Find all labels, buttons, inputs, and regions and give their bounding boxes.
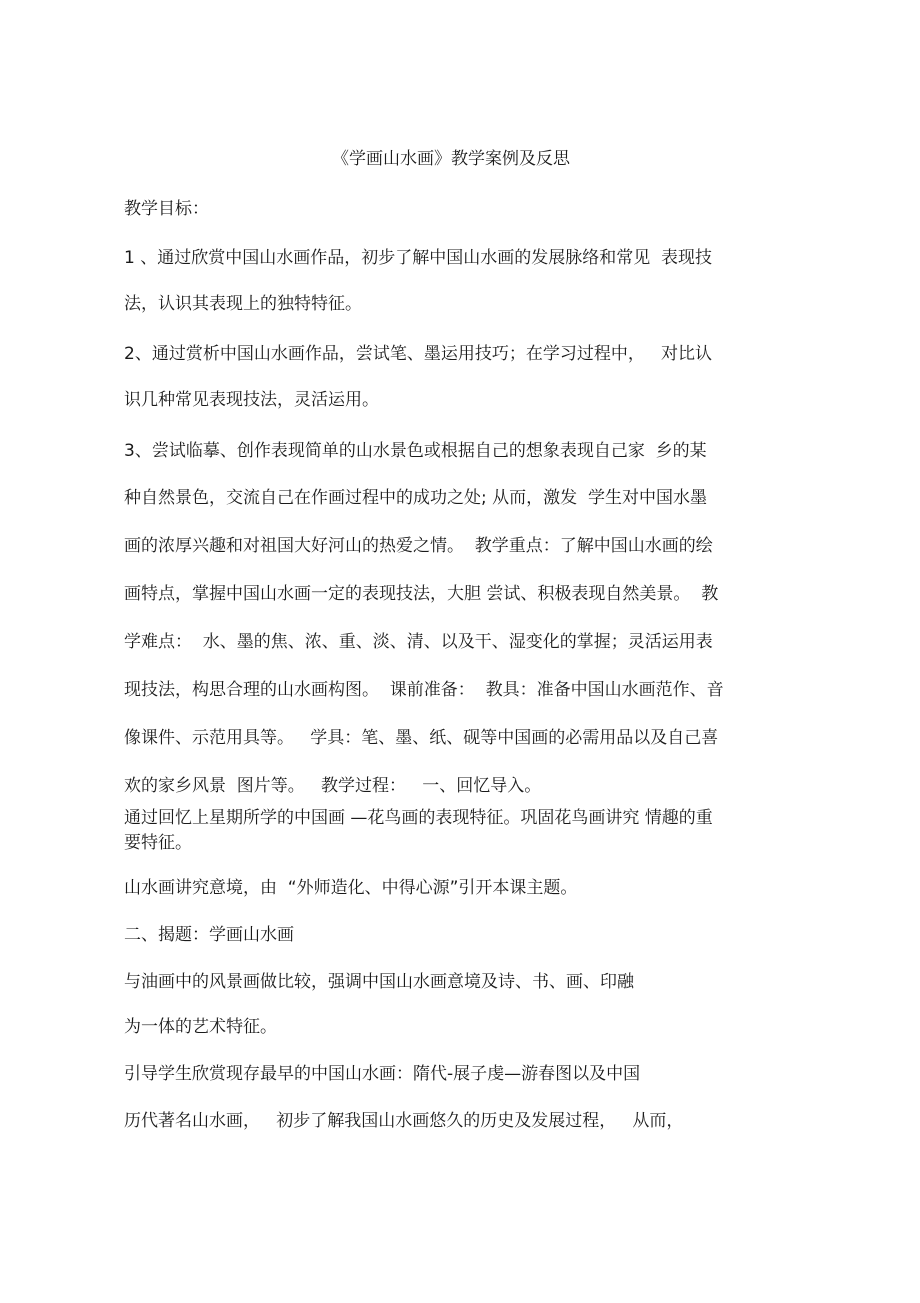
text-line: 2、通过赏析中国山水画作品，尝试笔、墨运用技巧；在学习过程中， 对比认 bbox=[124, 344, 713, 364]
text-line: 要特征。 bbox=[124, 833, 192, 853]
text-line: 欢的家乡风景 图片等。 教学过程： 一、回忆导入。 bbox=[124, 776, 542, 796]
text-line: 二、揭题：学画山水画 bbox=[124, 925, 294, 945]
text-line: 与油画中的风景画做比较，强调中国山水画意境及诗、书、画、印融 bbox=[124, 972, 634, 992]
text-line: 1 、通过欣赏中国山水画作品，初步了解中国山水画的发展脉络和常见 表现技 bbox=[124, 248, 713, 268]
text-line: 像课件、示范用具等。 学具：笔、墨、纸、砚等中国画的必需用品以及自己喜 bbox=[124, 728, 719, 748]
text-line: 引导学生欣赏现存最早的中国山水画：隋代-展子虔—游春图以及中国 bbox=[124, 1064, 641, 1084]
text-line: 种自然景色，交流自己在作画过程中的成功之处; 从而，激发 学生对中国水墨 bbox=[124, 488, 707, 508]
text-line: 现技法，构思合理的山水画构图。 课前准备： 教具：准备中国山水画范作、音 bbox=[124, 680, 724, 700]
text-line: 通过回忆上星期所学的中国画 —花鸟画的表现特征。巩固花鸟画讲究 情趣的重 bbox=[124, 808, 713, 828]
text-line: 为一体的艺术特征。 bbox=[124, 1017, 277, 1037]
text-line: 识几种常见表现技法，灵活运用。 bbox=[124, 390, 379, 410]
text-line: 法，认识其表现上的独特特征。 bbox=[124, 294, 362, 314]
text-line: 3、尝试临摹、创作表现简单的山水景色或根据自己的想象表现自己家 乡的某 bbox=[124, 441, 707, 461]
text-line: 山水画讲究意境，由 “外师造化、中得心源”引开本课主题。 bbox=[124, 878, 578, 898]
text-line: 画的浓厚兴趣和对祖国大好河山的热爱之情。 教学重点：了解中国山水画的绘 bbox=[124, 536, 713, 556]
document-title: 《学画山水画》教学案例及反思 bbox=[332, 149, 570, 169]
text-line: 历代著名山水画， 初步了解我国山水画悠久的历史及发展过程， 从而， bbox=[124, 1111, 684, 1131]
text-line: 学难点： 水、墨的焦、浓、重、淡、清、以及干、湿变化的掌握；灵活运用表 bbox=[124, 632, 713, 652]
text-line: 教学目标： bbox=[124, 199, 209, 219]
text-line: 画特点，掌握中国山水画一定的表现技法，大胆 尝试、积极表现自然美景。 教 bbox=[124, 584, 719, 604]
